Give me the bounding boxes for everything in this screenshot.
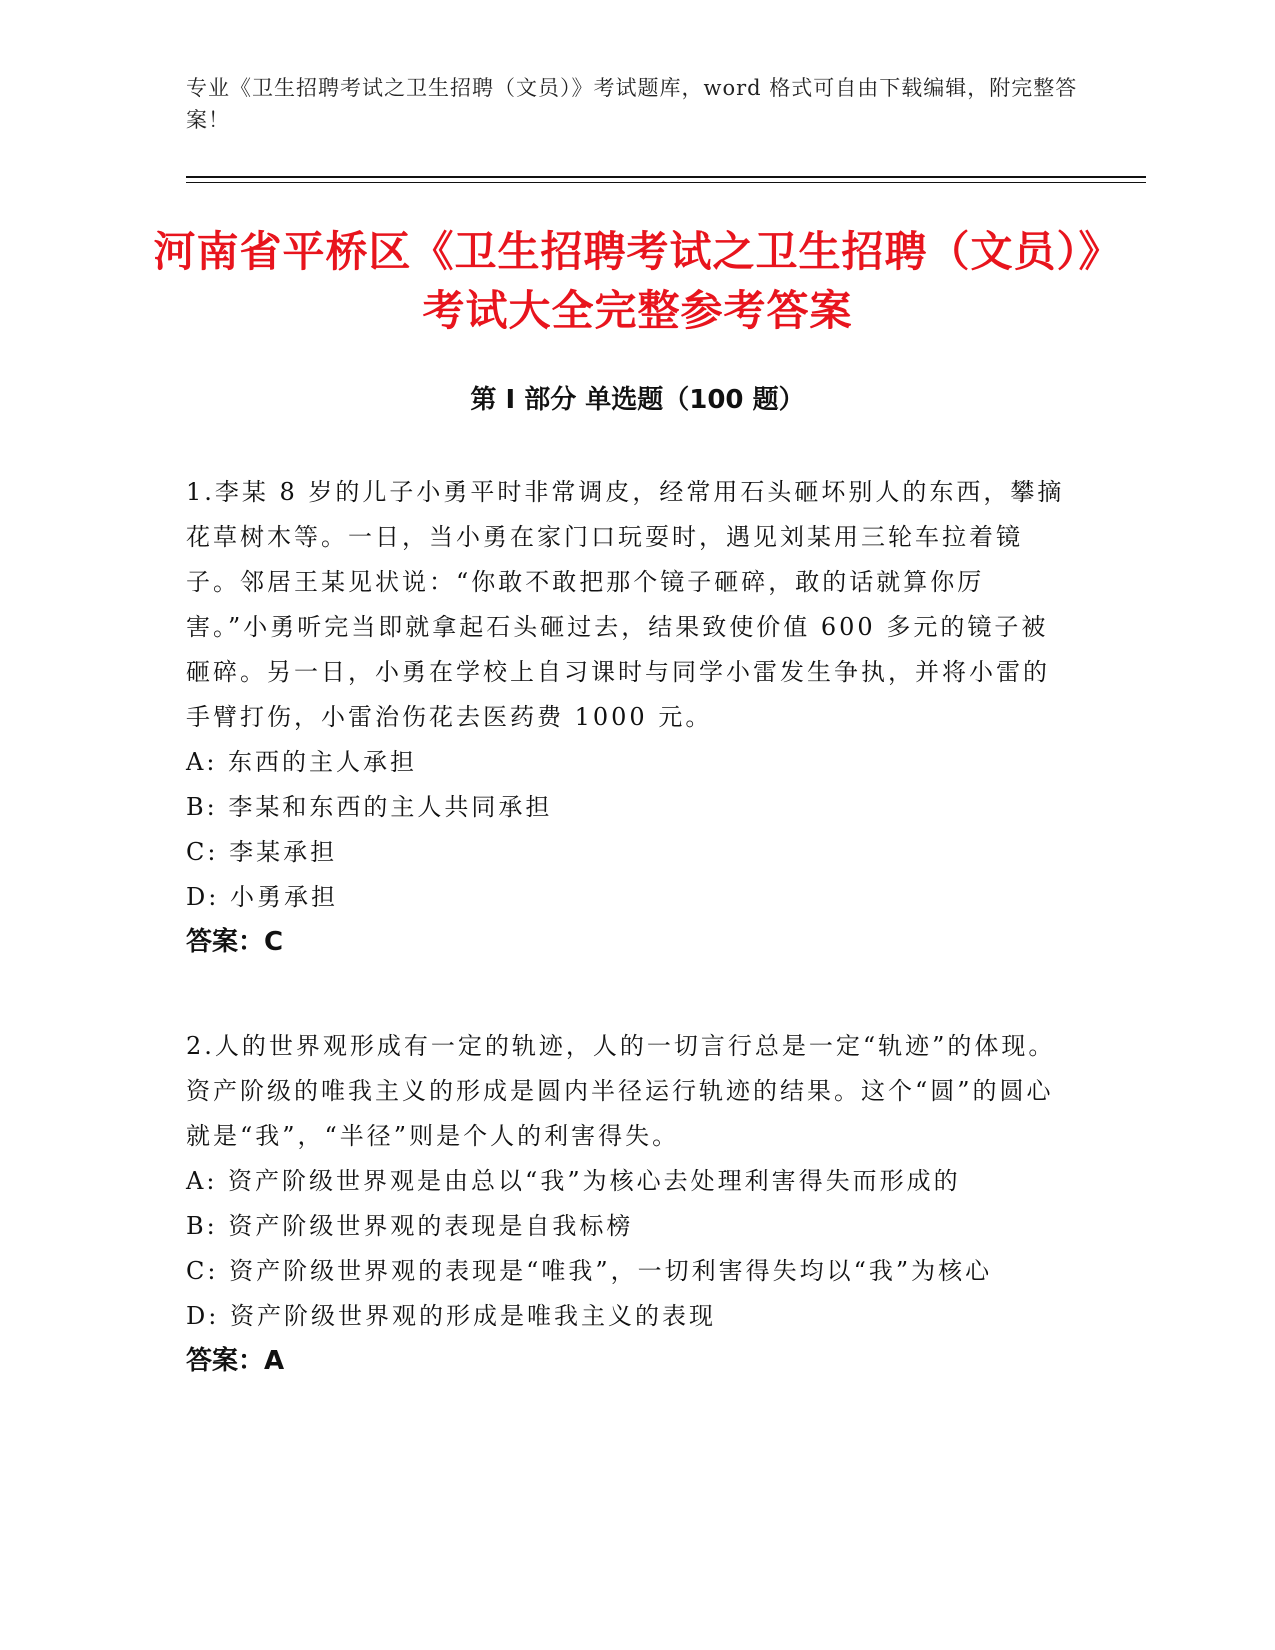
header-rule-thick [186,176,1146,178]
option-d: D: 小勇承担 [186,883,338,911]
header-note: 专业《卫生招聘考试之卫生招聘（文员）》考试题库，word 格式可自由下载编辑，附完整答案！ [186,76,1078,132]
question-stem: 1.李某 8 岁的儿子小勇平时非常调皮，经常用石头砸坏别人的东西，攀摘花草树木等。一日，当小勇在家门口玩耍时，遇见刘某用三轮车拉着镜子。邻居王某见状说：“你敢不敢把那个镜子砸碎，敢的话就算你厉害。”小勇听完当即就拿起石头砸过去，结果致使价值 600 多元的镜子被砸碎。另一日，小勇在学校上自习课时与同学小雷发生争执，并将小雷的手臂打伤，小雷治伤花去医药费 1000 元。 [186,478,1065,731]
header-rule-thin [186,182,1146,183]
option-b: B: 李某和东西的主人共同承担 [186,793,553,821]
option-a: A: 资产阶级世界观是由总以“我”为核心去处理利害得失而形成的 [186,1167,961,1195]
option-d: D: 资产阶级世界观的形成是唯我主义的表现 [186,1302,716,1330]
option-c: C: 李某承担 [186,838,338,866]
option-c: C: 资产阶级世界观的表现是“唯我”，一切利害得失均以“我”为核心 [186,1257,993,1285]
option-b: B: 资产阶级世界观的表现是自我标榜 [186,1212,634,1240]
question-2 [186,1024,1066,1384]
question-1 [186,470,1066,965]
document-title: 河南省平桥区《卫生招聘考试之卫生招聘（文员）》考试大全完整参考答案 [153,227,1122,335]
question-stem: 2.人的世界观形成有一定的轨迹，人的一切言行总是一定“轨迹”的体现。资产阶级的唯我主义的形成是圆内半径运行轨迹的结果。这个“圆”的圆心就是“我”，“半径”则是个人的利害得失。 [186,1032,1056,1150]
answer: 答案：A [186,1346,285,1376]
section-heading: 第 I 部分 单选题（100 题） [470,385,805,415]
option-a: A: 东西的主人承担 [186,748,418,776]
answer: 答案：C [186,927,284,957]
